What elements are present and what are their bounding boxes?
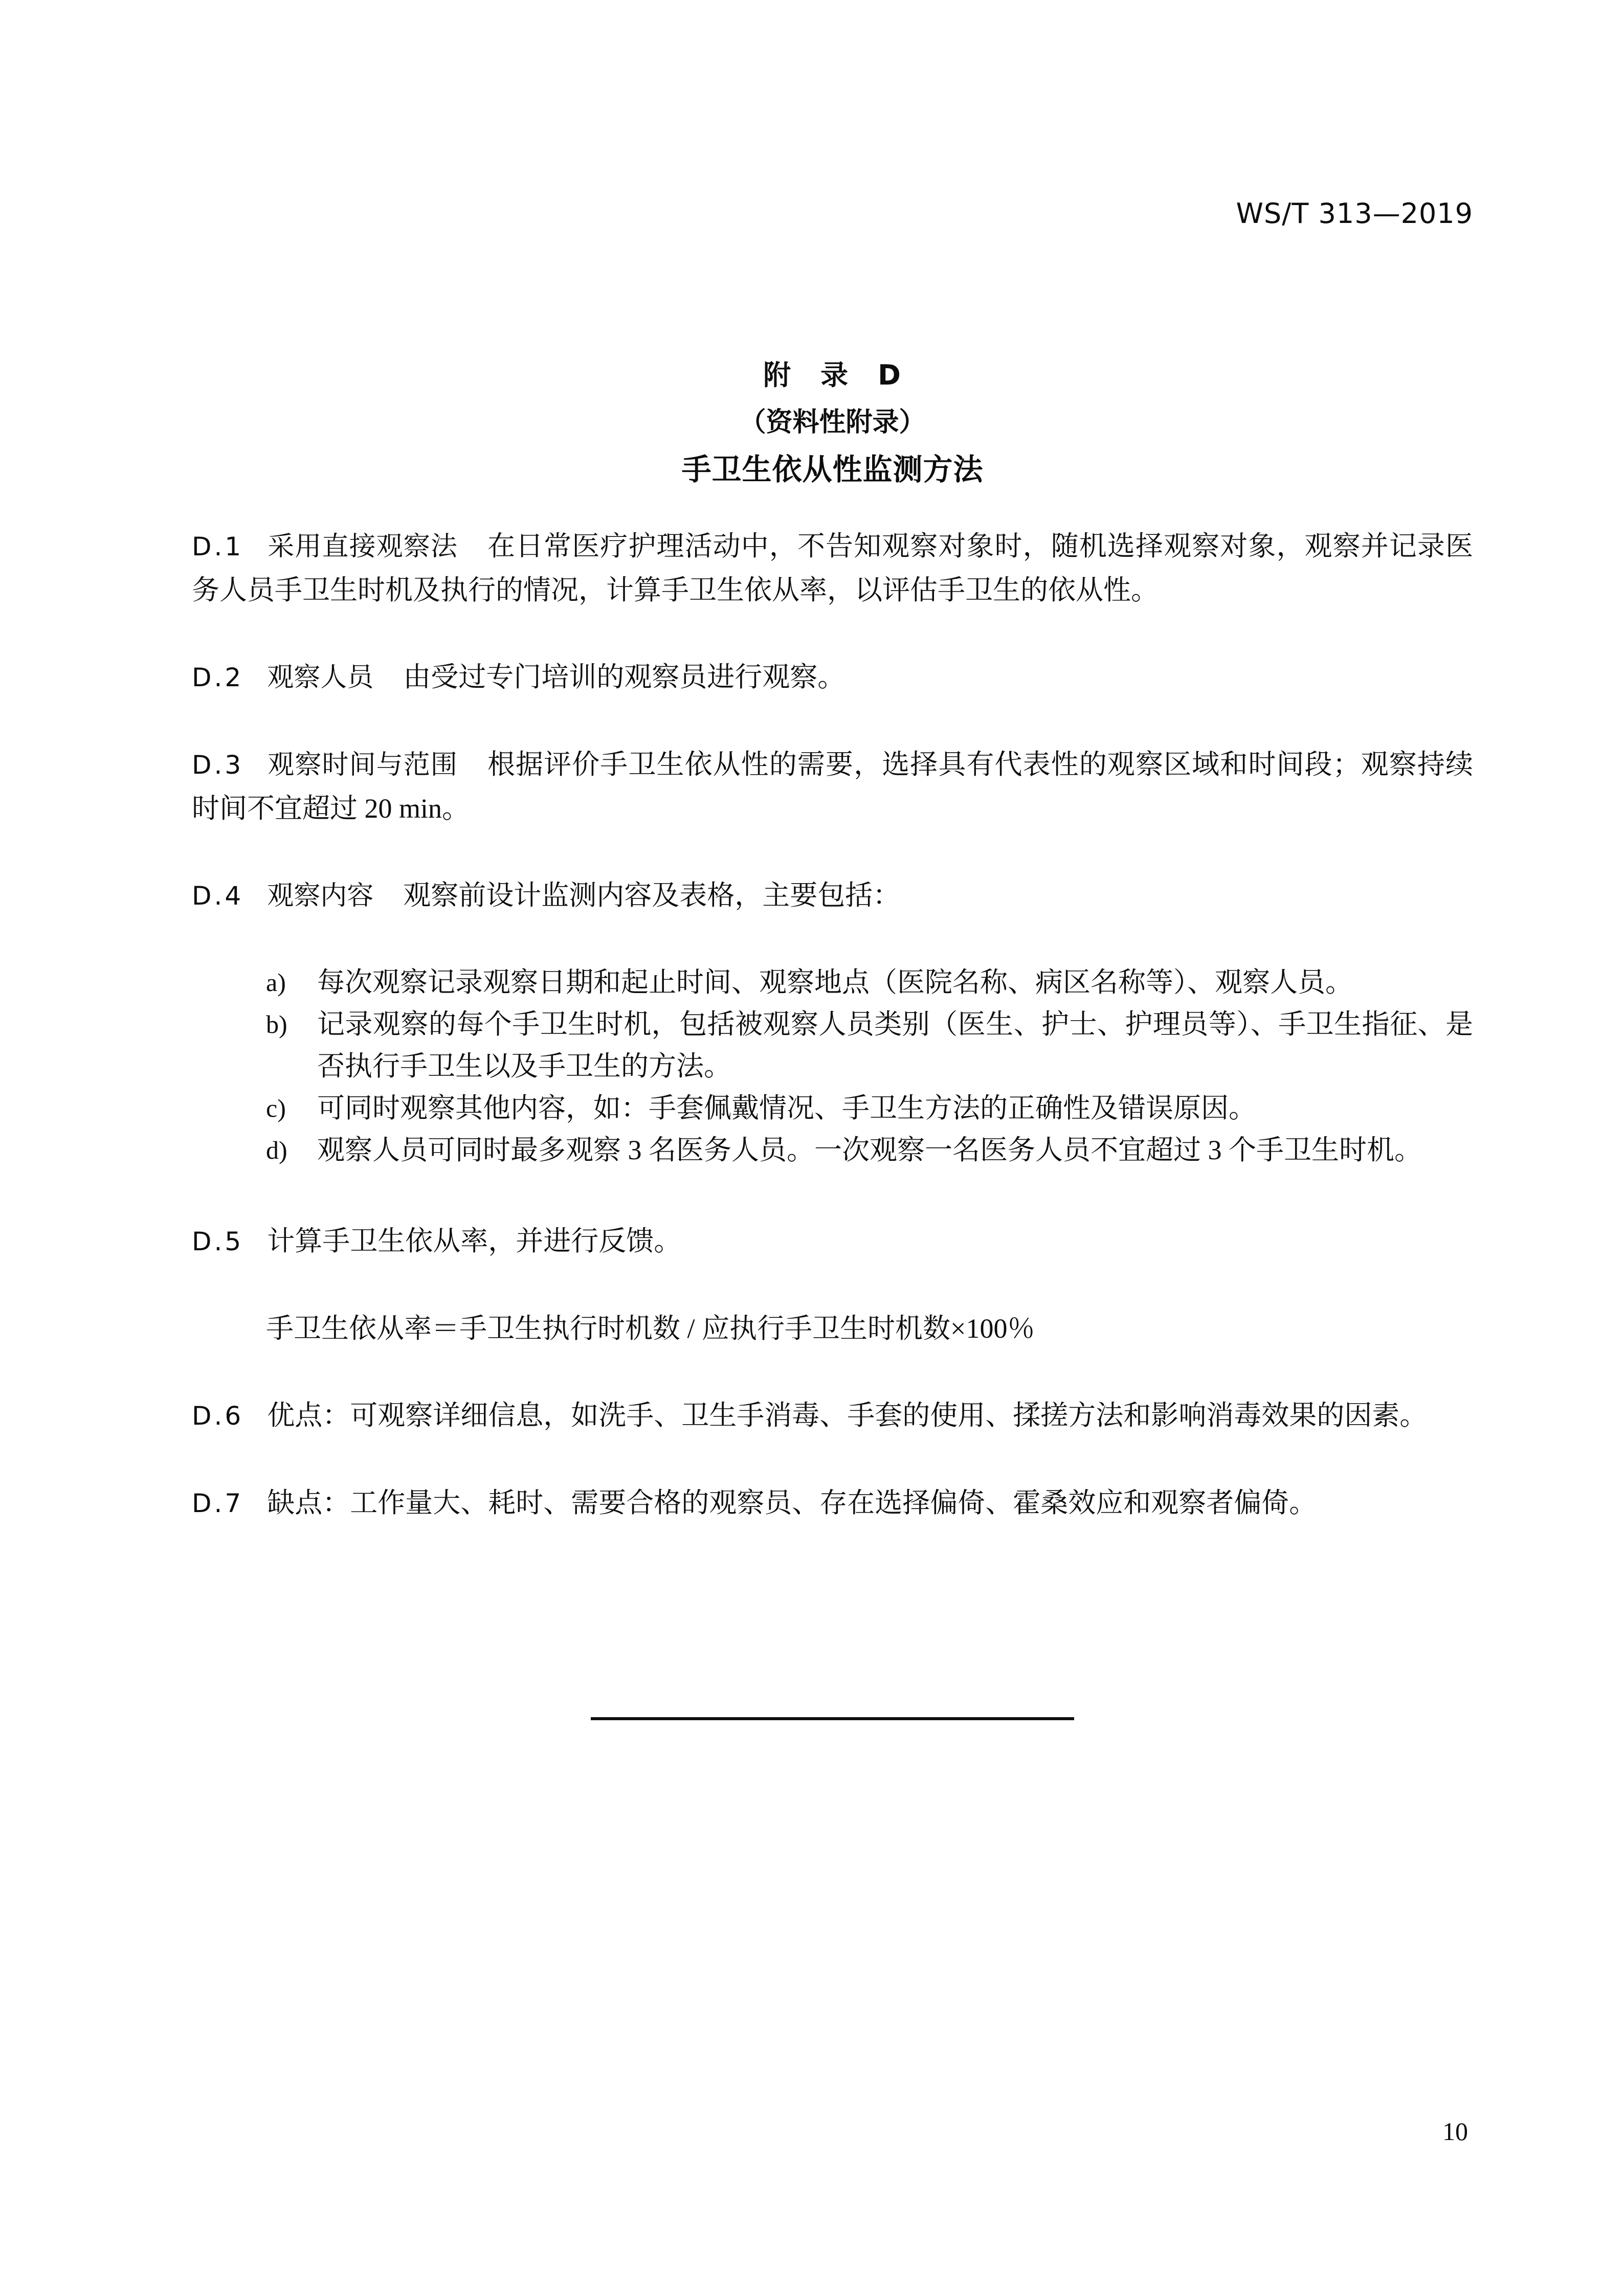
clause-d3 xyxy=(192,743,1473,830)
appendix-label: 附 录 D xyxy=(763,359,902,391)
clause-d6 xyxy=(192,1394,1473,1438)
clause-d5 xyxy=(192,1220,1473,1264)
list-item-a-marker: a) xyxy=(266,968,286,997)
clause-d6-number: D.6 xyxy=(192,1401,244,1431)
list-item-a xyxy=(266,961,1473,1003)
clause-d1-text: 在日常医疗护理活动中，不告知观察对象时，随机选择观察对象，观察并记录医务人员手卫生时机及执行的情况，计算手卫生依从率，以评估手卫生的依从性。 xyxy=(192,531,1473,605)
clause-d4 xyxy=(192,874,1473,918)
end-of-text-divider xyxy=(591,1717,1074,1720)
document-body xyxy=(192,525,1473,1720)
clause-d1 xyxy=(192,525,1473,612)
appendix-title: 手卫生依从性监测方法 xyxy=(681,452,984,487)
list-item-c-marker: c) xyxy=(266,1094,286,1122)
clause-d2-number: D.2 xyxy=(192,663,244,692)
list-item-d-marker: d) xyxy=(266,1136,287,1164)
clause-d5-number: D.5 xyxy=(192,1227,244,1256)
clause-d3-heading: 观察时间与范围 xyxy=(267,750,458,780)
clause-d4-text: 观察前设计监测内容及表格，主要包括： xyxy=(403,880,901,911)
clause-d4-number: D.4 xyxy=(192,881,244,911)
clause-d2 xyxy=(192,656,1473,700)
clause-d3-number: D.3 xyxy=(192,750,244,780)
clause-d6-text: 优点：可观察详细信息，如洗手、卫生手消毒、手套的使用、揉搓方法和影响消毒效果的因素。 xyxy=(267,1400,1428,1431)
clause-d7-number: D.7 xyxy=(192,1489,244,1518)
appendix-title-block xyxy=(192,352,1473,493)
clause-d5-text: 计算手卫生依从率，并进行反馈。 xyxy=(267,1226,682,1256)
list-item-b xyxy=(266,1003,1473,1087)
clause-d4-heading: 观察内容 xyxy=(267,881,374,911)
compliance-formula: 手卫生依从率＝手卫生执行时机数 / 应执行手卫生时机数×100％ xyxy=(266,1313,1035,1344)
list-item-b-marker: b) xyxy=(266,1010,287,1039)
page-number: 10 xyxy=(1442,2117,1468,2146)
list-item-c-text: 可同时观察其他内容，如：手套佩戴情况、手卫生方法的正确性及错误原因。 xyxy=(317,1093,1256,1123)
list-item-a-text: 每次观察记录观察日期和起止时间、观察地点（医院名称、病区名称等）、观察人员。 xyxy=(317,967,1353,998)
observation-item-list xyxy=(266,961,1473,1171)
clause-d1-heading: 采用直接观察法 xyxy=(267,531,458,562)
list-item-d xyxy=(266,1129,1473,1171)
list-item-b-text: 记录观察的每个手卫生时机，包括被观察人员类别（医生、护士、护理员等）、手卫生指征、是否执行手卫生以及手卫生的方法。 xyxy=(317,1009,1473,1082)
clause-d2-heading: 观察人员 xyxy=(267,662,374,693)
clause-d7 xyxy=(192,1481,1473,1525)
list-item-d-text: 观察人员可同时最多观察 3 名医务人员。一次观察一名医务人员不宜超过 3 个手卫生时机。 xyxy=(317,1135,1422,1165)
clause-d1-number: D.1 xyxy=(192,532,244,561)
clause-d2-text: 由受过专门培训的观察员进行观察。 xyxy=(403,662,846,692)
list-item-c xyxy=(266,1087,1473,1129)
standard-number: WS/T 313—2019 xyxy=(1236,197,1473,230)
clause-d7-text: 缺点：工作量大、耗时、需要合格的观察员、存在选择偏倚、霍桑效应和观察者偏倚。 xyxy=(267,1488,1317,1518)
clause-d3-text: 根据评价手卫生依从性的需要，选择具有代表性的观察区域和时间段；观察持续时间不宜超过 20 min。 xyxy=(192,749,1473,824)
appendix-type-note: （资料性附录） xyxy=(739,407,926,438)
